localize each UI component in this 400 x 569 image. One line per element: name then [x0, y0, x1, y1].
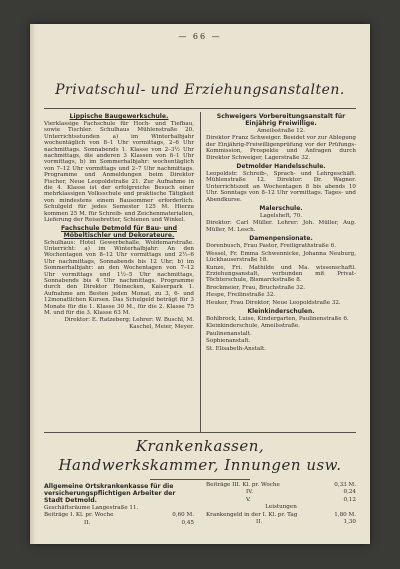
list-item: Brockmeier, Frau, Bruchstraße 32.	[206, 284, 306, 291]
heading-damenpensionate: Damenpensionate.	[249, 235, 313, 243]
heading-ortskrankenkasse: Allgemeine Ortskrankenkasse für die versicherungspflichtigen Arbeiter der Stadt Detmold.	[44, 483, 176, 504]
fee-row	[206, 512, 356, 518]
text-malerschule: Direktor: Carl Müller. Lehrer: Joh. Müller, Aug. Müller, M. Lesch.	[206, 220, 356, 233]
page-number: — 66 —	[178, 32, 222, 41]
fee-value: 0,45	[181, 519, 194, 526]
fee-label: II.	[256, 519, 263, 526]
right-column	[206, 112, 356, 353]
section-title-privatschulen: Privatschul- und Erziehungsanstalten.	[55, 82, 345, 98]
list-item: Dorenbusch, Frau Pastor, Freiligrathstraße 6.	[206, 243, 336, 250]
heading-kleinkinderschulen: Kleinkinderschulen.	[247, 307, 315, 315]
bottom-right-column	[206, 482, 356, 526]
list-item: Paulinenanstalt.	[206, 330, 252, 337]
fee-label: IV.	[246, 489, 254, 496]
text-handelsschule: Leopoldstr. Schreib-, Sprach- und Lehrgeschäft. Mühlenstraße 12. Direktor: Dr. Wagner. Unterrichtszeit an Wochentagen 8 bis abends 10 Uhr. Sonntags von 8–12 Uhr vormittags. Tages- und Abendkurse.	[206, 171, 356, 203]
fee-row	[44, 520, 194, 526]
section-title-krankenkassen: Krankenkassen,	[135, 437, 265, 455]
fee-value: 1,30	[343, 519, 356, 526]
list-item: Wessel, Fr. Emma Schwennicke, Johanna Neuburg, Lückhauserstraße 18.	[206, 250, 356, 264]
fee-label: II.	[84, 519, 91, 526]
heading-malerschule: Malerschule.	[259, 205, 303, 213]
heading-fachschule: Fachschule Detmold für Bau- und Möbeltischler und Dekorateure.	[61, 224, 177, 239]
fee-value: 0,24	[343, 489, 356, 496]
short-rule	[150, 479, 250, 480]
list-item: St. Elisabeth-Anstalt.	[206, 345, 267, 352]
list-item: Heuker, Frau Direktor, Neue Leopoldstraße 32.	[206, 299, 341, 306]
text-schweiger: Direktor Franz Schweiger. Beeidet vor zur Ablegung der Einjährig-Freiwilligenprüfung vor der Prüfungs-Kommission, Prospekte und Anfragen durch Direktor Schweiger, Lagerstraße 32.	[206, 135, 356, 161]
heading-baugewerkschule: Lippische Baugewerkschule.	[69, 113, 169, 120]
section-title-handwerkskammer: Handwerkskammer, Innungen usw.	[58, 456, 342, 474]
left-column	[44, 112, 194, 331]
column-divider	[200, 112, 201, 432]
text-leistungen: Leistungen	[265, 504, 297, 511]
bottom-left-column	[44, 482, 194, 527]
fee-row	[206, 497, 356, 503]
document-page	[30, 24, 370, 544]
list-item: Bohlbrock, Luise, Kindergarten, Paulinenstraße 6.	[206, 315, 349, 322]
text-geschaeftsraeume: Geschäftsräume Langestraße 11.	[44, 505, 139, 511]
fee-row	[44, 512, 194, 518]
fee-value: 0,60 M.	[172, 512, 194, 519]
list-item: Hespe, Freilinstraße 32.	[206, 292, 276, 299]
text-malerschule-address: Lagelsheft, 70.	[259, 213, 303, 220]
text-baugewerkschule: Vierklassige Fachschule für Hoch- und Tiefbau, sowie Tischler. Schulhaus Mühlenstraße 20. Unterrichtsstunden a) im Winterhalbjahr wochentäglich von 8–1 Uhr vormittags, 2–6 Uhr nachmittags. Sonnabends 1. Klasse von 2–3½ Uhr nachmittags, die anderen 3 Klassen von 8–1 Uhr vormittags, b) im Sommerhalbjahr: wochentäglich von 7–12 Uhr vormittags und 2–7 Uhr nachmittags. Programme und Anmeldungen beim Direktor Fischer, Neue Leopoldstraße 21. Zur Aufnahme in die 4. Klasse ist der erfolgreiche Besuch einer mehrklassigen Volksschule und praktische Tätigkeit von mindestens einem Bausommer erforderlich. Schulgeld für jedes Semester 125 M. Hierzu kommen 25 M. für Schreib- und Zeichenmaterialien, Lieferung der Reisebretter, Schienen und Winkel.	[44, 121, 194, 224]
fee-value: 0,33 M.	[334, 482, 356, 488]
list-item: Kunze, Fri. Mathilde und Ma. wissenschaftl. Erziehungsanstalt, verbunden mit Privat-Töchterschule, Bismarckstraße 8.	[206, 264, 356, 284]
fee-label: Beiträge III. Kl. pr. Woche	[206, 482, 280, 488]
heading-schweiger: Schweigers Vorbereitungsanstalt für Einjährig Freiwillige.	[216, 113, 346, 127]
fee-row	[206, 482, 356, 488]
text-fachschule: Schulhaus: Hotel Gewerbehalle, Woldemarstraße. Unterricht: a) im Winterhalbjahr: An den Wochentagen von 8–12 Uhr vormittags und 2½–6 Uhr nachmittags, Sonnabends bis 12 Uhr; b) im Sommerhalbjahr: an den Wochentagen von 7–12 Uhr vormittags und 1½–5 Uhr nachmittags, Sonnabends bis 4 Uhr nachmittags. Programme durch den Direktor Heinecken, Kaiserpark 1. Aufnahme am Besten jeden Monat, zu 3, 6- und 12monatlichen Kursen. Das Schulgeld beträgt für 3 Monate für die 1. Klasse 30 M., für die 2. Klasse 75 M. und für die 3. Klasse 63 M.	[44, 239, 194, 316]
section-rule	[44, 432, 356, 433]
text-schweiger-address: Ameilsstraße 12.	[257, 128, 305, 134]
fee-label: V.	[246, 496, 251, 503]
fee-row	[206, 519, 356, 525]
fee-label: Krankengeld in der I. Kl. pr. Tag	[206, 511, 298, 518]
title-rule	[44, 108, 356, 109]
list-item: Sophienanstalt.	[206, 338, 251, 345]
heading-handelsschule: Detmolder Handelsschule.	[236, 163, 326, 171]
fee-value: 0,12	[343, 496, 356, 503]
fee-row	[206, 489, 356, 495]
fee-value: 1,80 M.	[334, 511, 356, 518]
text-fachschule-staff: Direktor: E. Ratzeberg; Lehrer: W. Buschl, M. Kaschel, Meier, Meyer.	[64, 317, 194, 330]
list-item: Kleinkinderschule, Ameilsstraße.	[206, 323, 300, 330]
fee-label: Beiträge I. Kl. pr. Woche	[44, 512, 114, 519]
